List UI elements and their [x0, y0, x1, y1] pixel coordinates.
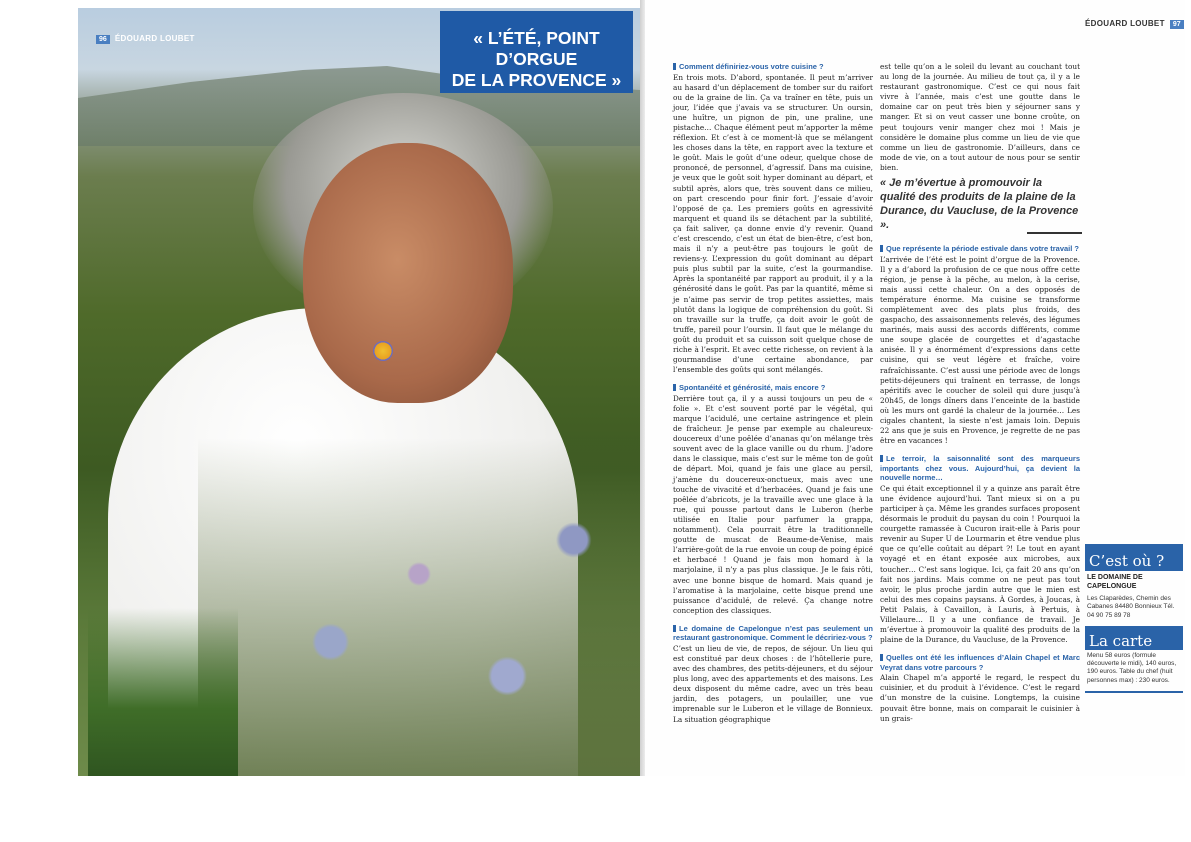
- venue-address: Les Claparèdes, Chemin des Cabanes 84480 Bonnieux Tél. 04 90 75 89 78: [1087, 595, 1175, 619]
- interview-question: Comment définiriez-vous votre cuisine ?: [673, 62, 873, 72]
- interview-question: Spontanéité et générosité, mais encore ?: [673, 383, 873, 393]
- sidebar-heading-menu: La carte: [1085, 626, 1183, 650]
- interview-answer: C’est un lieu de vie, de repos, de séjour. Un lieu qui est constitué par deux choses : de l’hôtellerie pure, avec des chambres, des petits-déjeuners, et du séjour plus long, avec des appartements et des maisons. Les deux disposent du même cadre, avec un très beau jardin, des potagers, un poulailler, une vue imprenable sur le Luberon et le village de Bonnieux. La situation géographique: [673, 643, 873, 724]
- left-running-header: [96, 26, 195, 45]
- menu-prices: Menu 58 euros (formule découverte le midi), 140 euros, 190 euros. Table du chef (huit personnes max) : 230 euros.: [1087, 651, 1177, 684]
- question-marker: [880, 654, 883, 661]
- title-line: « L’ÉTÉ, POINT: [473, 28, 600, 48]
- interview-answer: L’arrivée de l’été est le point d’orgue de la Provence. Il y a d’abord la profusion de ce que nous offre cette région, je pense à la pêche, au melon, à la cerise, mais aussi cette chaleur. On a des opposés de température énorme. Ma cuisine se transforme complètement avec des plats plus froids, des gaspacho, des assaisonnements relevés, des légumes marinés, mais aussi des accords différents, comme une soupe glacée de courgettes et d’agastache anisée. Il y a énormément d’expressions dans cette cuisine, qui se veut légère et fraîche, voire rafraîchissante. C’est aussi une période avec de longs petits-déjeuners qui traînent en terrasse, de longs apéritifs avec le coucher de soleil qui dure jusqu’à 20h45, de longs dîners dans l’enceinte de la bastide où les murs ont gardé la chaleur de la journée… Les cigales chantent, la sieste n’est jamais loin. Depuis 22 ans que je suis en Provence, je regrette de ne pas être en vacances !: [880, 254, 1080, 446]
- running-head-right: ÉDOUARD LOUBET: [1085, 19, 1165, 28]
- sidebar-end-rule: [1085, 691, 1183, 693]
- text-column-1: [673, 62, 873, 727]
- running-head-left: ÉDOUARD LOUBET: [114, 34, 195, 43]
- question-marker: [673, 625, 676, 632]
- interview-question: Le domaine de Capelongue n’est pas seulement un restaurant gastronomique. Comment le décririez-vous ?: [673, 623, 873, 643]
- question-marker: [673, 63, 676, 70]
- ferns-foreground: [88, 608, 238, 776]
- interview-answer: Ce qui était exceptionnel il y a quinze ans paraît être une évidence aujourd’hui. Tant mieux si on a pu participer à ça. Même les grandes surfaces proposent désormais le produit du paysan du coin ! Pourquoi la courgette ramassée à Cucuron irait-elle à Paris pour revenir au Super U de Lourmarin et être vendue plus que ce qu’elle coûtait au départ ?! Le tout en ayant voyagé et en étant exposée aux microbes, aux toucher… C’est sans logique. Ici, ça fait 20 ans qu’on fait nos jardins. Mais comme on ne peut pas tout avoir, le plus proche jardin autre que le mien est celui des mes copains paysans. À Gordes, à Joucas, à Petit Palais, à Cavaillon, à Lauris, à Pertuis, à Villelaure… Il y a une confiance de travail. Je m’évertue à promouvoir la qualité des produits de la plaine de la Durance, du Vaucluse, de la Provence.: [880, 483, 1080, 645]
- question-marker: [880, 455, 883, 462]
- question-marker: [880, 245, 883, 252]
- venue-name: LE DOMAINE DE CAPELONGUE: [1087, 574, 1143, 590]
- right-running-header: [1085, 11, 1184, 30]
- interview-answer: Derrière tout ça, il y a aussi toujours un peu de « folie ». Et c’est souvent porté par le végétal, qui marque l’acidulé, une certaine astringence et plein de fraîcheur. Je pense par exemple au chaleureux-doucereux d’une poêlée d’ananas qu’on mélange très souvent avec de la glace vanille ou du rhum. J’adore dans le classique, mais c’est sur le même ton de goût de départ. Moi, quand je fais une glace au persil, j’amène du doucereux-onctueux, mais avec une touche de vivacité et d’herbacées. Quand je fais une poêlée d’abricots, je la travaille avec une glace à la rue, qui pousse partout dans le Luberon (herbe utilisée en Italie pour parfumer la grappa, notamment). Cela pourrait être la traditionnelle goutte de muscat de Beaume-de-Venise, mais l’arrière-goût de la rue envoie un coup de poing épicé et herbacé ! Quand je fais mon homard à la marjolaine, il n’y a pas plus classique. Je le fais rôti, avec une bonne bisque de homard. Mais quand je l’aromatise à la marjolaine, cette bisque prend une puissance d’acidulé, de relevé. Ça change notre conception des classiques.: [673, 393, 873, 615]
- info-sidebar: [1085, 544, 1183, 693]
- interview-answer: En trois mots. D’abord, spontanée. Il peut m’arriver au hasard d’un déplacement de tomber sur du raifort ou de la graine de lin. Ça va traîner en tête, puis un jour, l’idée que j’avais va se structurer. Un oursin, une huître, un pignon de pin, une praline, une pistache… Chaque élément peut m’apporter la même réflexion. Et c’est à ce moment-là que se mélangent les choses dans la tête, en rapport avec la texture et le goût. Mais le goût d’une odeur, quelque chose de prononcé, de personnel, d’agressif. Dans ma cuisine, je veux que le goût soit hyper dominant au départ, et subtil après, alors que, très souvent dans ce milieu, on part crescendo pour finir fort. J’essaie d’avoir l’opposé de ça. Les premiers goûts en agressivité marquent et quand ils se détachent par la subtilité, ça fait saliver, ça donne envie d’y revenir. Quand c’est crescendo, c’est un état de bien-être, c’est bon, mais il n’y a peut-être pas toujours le goût de reviens-y. L’expression du goût dominant au départ puis plus subtil par la suite, c’est la gourmandise. Après la spontanéité par rapport au produit, il y a la générosité dans le goût. Pas par la quantité, même si je n’aime pas servir de trop petites assiettes, mais plutôt dans la logique de compréhension du goût. Si on travaille sur la truffe, ça doit avoir le goût de truffe, pareil pour l’oursin. Il faut que le mélange du goût du produit et sa cuisson soit quelque chose de riche à l’esprit. Et avec cette richesse, on revient à la gourmandise d’une certaine abondance, par l’ensemble des goûts qui sont mélangés.: [673, 72, 873, 375]
- pull-quote-rule: [1027, 232, 1082, 234]
- title-line: DE LA PROVENCE »: [451, 70, 622, 90]
- borage-flowers-foreground: [198, 438, 640, 776]
- article-title: [440, 11, 633, 93]
- page-number-left: 96: [96, 35, 110, 44]
- text-column-2: [880, 244, 1080, 726]
- pull-quote: « Je m’évertue à promouvoir la qualité des produits de la plaine de la Durance, du Vaucluse, de la Provence ».: [880, 177, 1079, 231]
- interview-question: Que représente la période estivale dans votre travail ?: [880, 244, 1080, 254]
- text-column-2-top: [880, 62, 1080, 175]
- face: [303, 143, 513, 403]
- interview-question: Le terroir, la saisonnalité sont des marqueurs importants chez vous. Aujourd’hui, ça devient la nouvelle norme…: [880, 454, 1080, 483]
- flower-in-mouth: [373, 341, 393, 361]
- question-marker: [673, 384, 676, 391]
- left-page: [78, 8, 640, 776]
- portrait-photo: [78, 8, 640, 776]
- interview-answer: Alain Chapel m’a apporté le regard, le respect du cuisinier, et du produit à l’évidence. C’est le regard d’un monstre de la cuisine. Longtemps, la cuisine pouvait être bonne, mais on comparait le cuisinier à un grais-: [880, 673, 1080, 723]
- page-number-right: 97: [1170, 20, 1184, 29]
- interview-question: Quelles ont été les influences d’Alain Chapel et Marc Veyrat dans votre parcours ?: [880, 653, 1080, 672]
- sidebar-heading-location: C’est où ?: [1085, 544, 1183, 571]
- right-page: [645, 0, 1185, 776]
- title-line: D’ORGUE: [495, 49, 578, 69]
- interview-answer-continued: est telle qu’on a le soleil du levant au couchant tout au long de la journée. Au milieu de tout ça, il y a le restaurant gastronomique. C’est ce qui nous fait vivre à l’année, mais c’est une goutte dans le domaine car on peut très bien y séjourner sans y manger. Et si on veut casser une bonne croûte, on peut toujours venir manger chez moi ! Mais je considère le domaine plus comme un lieu de vie que comme un lieu de gastronomie. D’ailleurs, dans ce mode de vie, on a tout autour de nous pour se sentir bien.: [880, 62, 1080, 172]
